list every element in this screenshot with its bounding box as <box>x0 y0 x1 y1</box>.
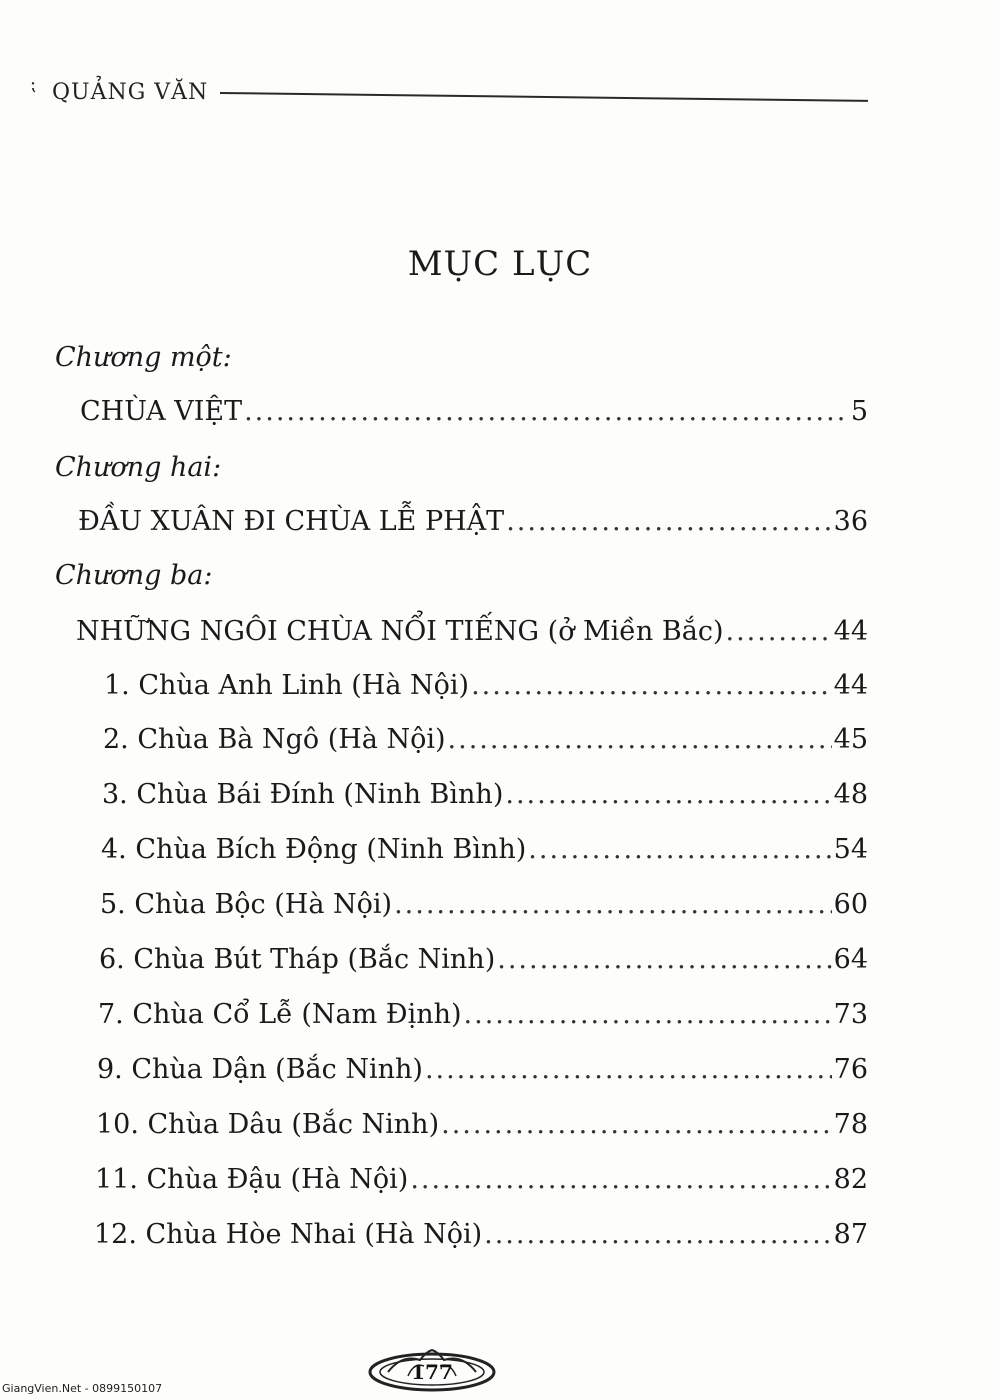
dot-leader <box>464 999 832 1030</box>
toc-page-number: 36 <box>833 506 868 537</box>
running-header <box>30 72 870 112</box>
toc-page-number: 64 <box>833 944 868 975</box>
toc-item[interactable] <box>101 834 868 865</box>
dot-leader <box>425 1054 832 1085</box>
dot-leader <box>484 1219 832 1250</box>
chapter-label: Chương ba: <box>55 560 213 591</box>
toc-entry-title: 10. Chùa Dâu (Bắc Ninh) <box>96 1109 440 1140</box>
toc-entry-title: 5. Chùa Bộc (Hà Nội) <box>100 889 393 920</box>
toc-entry-title: 2. Chùa Bà Ngô (Hà Nội) <box>103 724 446 755</box>
toc-page-number: 73 <box>833 999 868 1030</box>
toc-entry-title: ĐẦU XUÂN ĐI CHÙA LỄ PHẬT <box>78 506 505 537</box>
toc-page-number: 5 <box>850 396 868 427</box>
toc-page-number: 48 <box>833 779 868 810</box>
toc-item[interactable] <box>97 1054 868 1085</box>
chapter-label: Chương một: <box>55 342 232 373</box>
toc-entry-title: 9. Chùa Dận (Bắc Ninh) <box>97 1054 423 1085</box>
chapter-label: Chương hai: <box>55 452 222 483</box>
toc-page-number: 44 <box>833 616 868 647</box>
toc-chapter-heading[interactable] <box>80 396 868 427</box>
dot-leader <box>244 396 849 427</box>
toc-page-number: 87 <box>833 1219 868 1250</box>
toc-page-number: 54 <box>833 834 868 865</box>
toc-page-number: 44 <box>833 670 868 701</box>
toc-chapter-heading[interactable] <box>76 616 868 647</box>
toc-page-number: 78 <box>833 1109 868 1140</box>
toc-page-number: 60 <box>833 889 868 920</box>
toc-entry-title: 3. Chùa Bái Đính (Ninh Bình) <box>102 779 504 810</box>
toc-item[interactable] <box>94 1219 868 1250</box>
page-number: 177 <box>411 1360 453 1384</box>
header-rule <box>220 92 868 102</box>
toc-page-number: 45 <box>833 724 868 755</box>
dot-leader <box>528 834 831 865</box>
dot-leader <box>394 889 832 920</box>
toc-item[interactable] <box>102 779 868 810</box>
dot-leader <box>410 1164 831 1195</box>
dot-leader <box>506 506 831 537</box>
toc-entry-title: NHỮNG NGÔI CHÙA NỔI TIẾNG (ở Miền Bắc) <box>76 616 724 647</box>
dot-leader <box>441 1109 832 1140</box>
toc-entry-title: 1. Chùa Anh Linh (Hà Nội) <box>104 670 470 701</box>
toc-item[interactable] <box>95 1164 868 1195</box>
decorative-mark-icon: ⁏ <box>30 74 37 95</box>
watermark: GiangVien.Net - 0899150107 <box>2 1382 163 1395</box>
author-name: QUẢNG VĂN <box>52 80 209 105</box>
toc-entry-title: CHÙA VIỆT <box>80 396 243 427</box>
toc-entry-title: 12. Chùa Hòe Nhai (Hà Nội) <box>94 1219 483 1250</box>
toc-item[interactable] <box>98 999 868 1030</box>
page-title: MỤC LỤC <box>407 244 593 284</box>
dot-leader <box>497 944 831 975</box>
toc-page-number: 82 <box>833 1164 868 1195</box>
toc-chapter-heading[interactable] <box>78 506 868 537</box>
toc-entry-title: 6. Chùa Bút Tháp (Bắc Ninh) <box>99 944 496 975</box>
dot-leader <box>505 779 831 810</box>
toc-item[interactable] <box>103 724 868 755</box>
dot-leader <box>471 670 832 701</box>
toc-entry-title: 11. Chùa Đậu (Hà Nội) <box>95 1164 409 1195</box>
toc-entry-title: 4. Chùa Bích Động (Ninh Bình) <box>101 834 527 865</box>
toc-item[interactable] <box>96 1109 868 1140</box>
toc-page-number: 76 <box>833 1054 868 1085</box>
toc-item[interactable] <box>104 670 868 701</box>
page-number-emblem <box>368 1348 496 1392</box>
toc-item[interactable] <box>100 889 868 920</box>
dot-leader <box>448 724 832 755</box>
toc-item[interactable] <box>99 944 868 975</box>
dot-leader <box>726 616 832 647</box>
toc-entry-title: 7. Chùa Cổ Lễ (Nam Định) <box>98 999 462 1030</box>
